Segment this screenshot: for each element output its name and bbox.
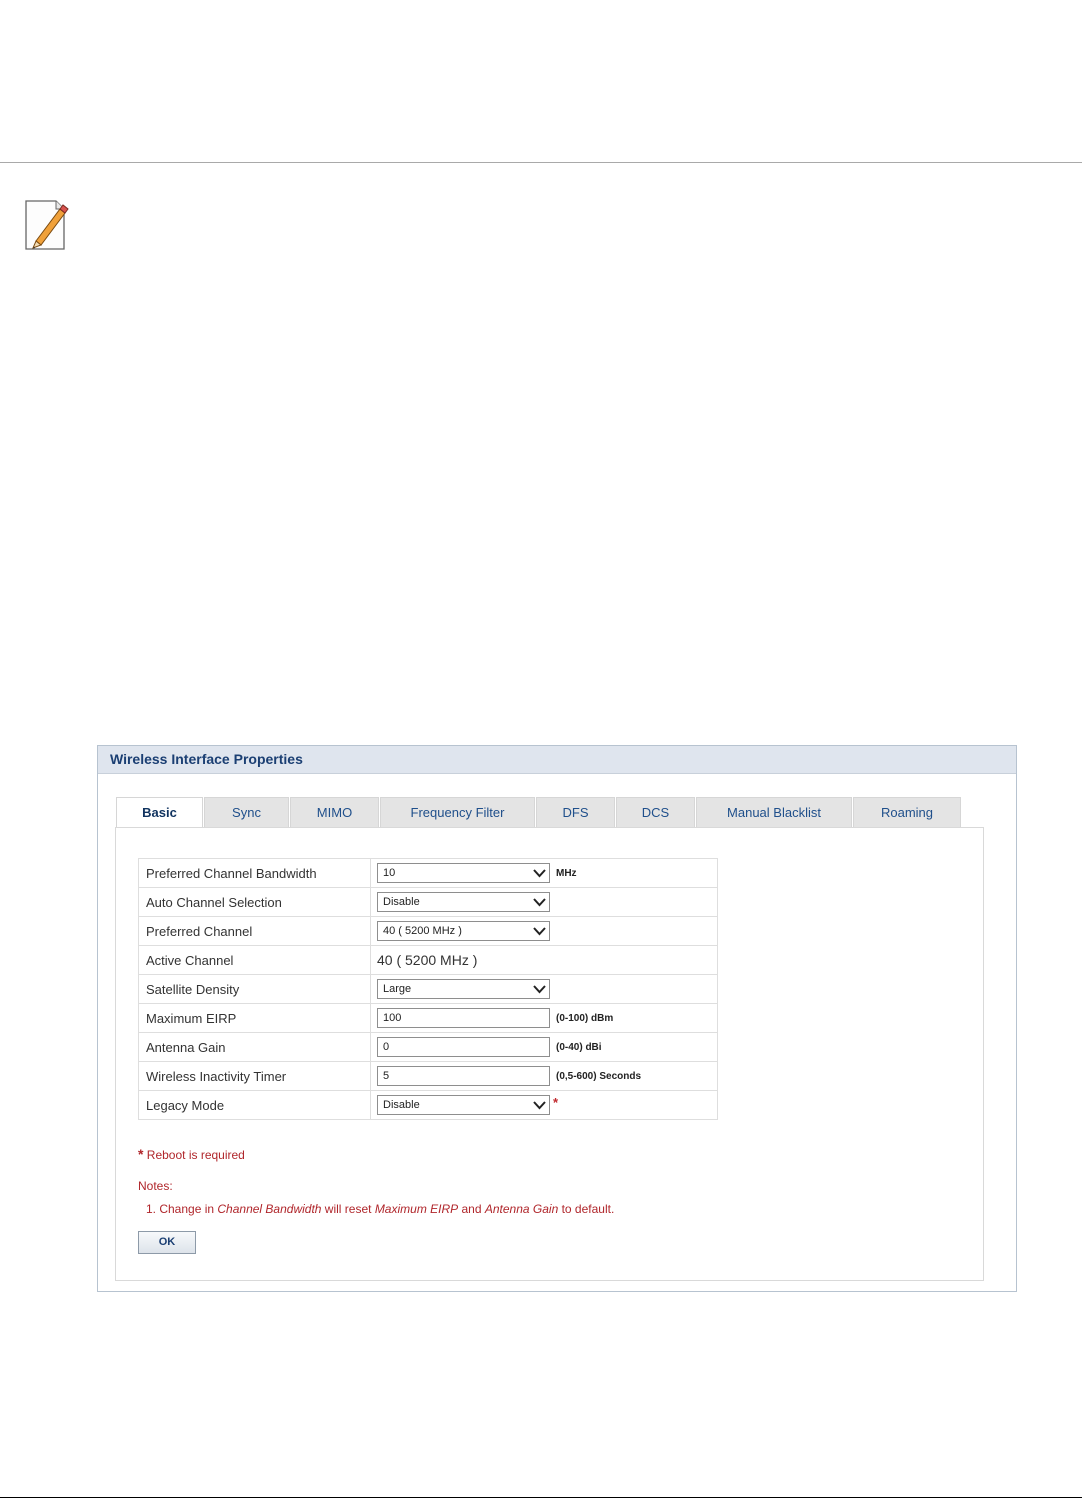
reboot-note bbox=[138, 1146, 245, 1162]
satellite-density-label: Satellite Density bbox=[139, 975, 371, 1004]
bandwidth-unit: MHz bbox=[556, 867, 577, 879]
max-eirp-unit: (0-100) dBm bbox=[556, 1012, 614, 1024]
row-auto-channel bbox=[139, 888, 718, 917]
chevron-down-icon bbox=[533, 1100, 546, 1110]
auto-channel-select[interactable] bbox=[377, 892, 550, 912]
bandwidth-select[interactable] bbox=[377, 863, 550, 883]
tab-dfs[interactable]: DFS bbox=[536, 797, 615, 827]
reboot-text: Reboot is required bbox=[146, 1148, 245, 1162]
row-legacy-mode bbox=[139, 1091, 718, 1120]
tab-frequency-filter[interactable]: Frequency Filter bbox=[380, 797, 535, 827]
notes-item-1 bbox=[146, 1202, 614, 1216]
row-satellite-density bbox=[139, 975, 718, 1004]
satellite-density-select[interactable] bbox=[377, 979, 550, 999]
note-pencil-icon bbox=[22, 195, 70, 253]
basic-tab-content bbox=[115, 827, 984, 1281]
preferred-channel-label: Preferred Channel bbox=[139, 917, 371, 946]
tab-dcs[interactable]: DCS bbox=[616, 797, 695, 827]
legacy-mode-label: Legacy Mode bbox=[139, 1091, 371, 1120]
reboot-required-marker: * bbox=[553, 1095, 559, 1110]
chevron-down-icon bbox=[533, 897, 546, 907]
notes-term: Channel Bandwidth bbox=[217, 1202, 322, 1216]
auto-channel-select-value: Disable bbox=[383, 896, 420, 908]
properties-table bbox=[138, 858, 718, 1120]
antenna-gain-input[interactable]: 0 bbox=[377, 1037, 550, 1057]
chevron-down-icon bbox=[533, 984, 546, 994]
inactivity-timer-unit: (0,5-600) Seconds bbox=[556, 1070, 642, 1082]
bandwidth-label: Preferred Channel Bandwidth bbox=[139, 859, 371, 888]
notes-term: Antenna Gain bbox=[484, 1202, 559, 1216]
tab-bar bbox=[116, 797, 962, 828]
auto-channel-label: Auto Channel Selection bbox=[139, 888, 371, 917]
preferred-channel-select[interactable] bbox=[377, 921, 550, 941]
chevron-down-icon bbox=[533, 868, 546, 878]
ok-button[interactable]: OK bbox=[138, 1231, 196, 1254]
row-inactivity-timer bbox=[139, 1062, 718, 1091]
inactivity-timer-label: Wireless Inactivity Timer bbox=[139, 1062, 371, 1091]
notes-term: Maximum EIRP bbox=[374, 1202, 459, 1216]
tab-roaming[interactable]: Roaming bbox=[853, 797, 961, 827]
row-active-channel bbox=[139, 946, 718, 975]
row-preferred-channel bbox=[139, 917, 718, 946]
inactivity-timer-input[interactable]: 5 bbox=[377, 1066, 550, 1086]
max-eirp-input[interactable]: 100 bbox=[377, 1008, 550, 1028]
notes-text: 1. Change in bbox=[146, 1202, 218, 1216]
tab-mimo[interactable]: MIMO bbox=[290, 797, 379, 827]
panel-title: Wireless Interface Properties bbox=[98, 746, 1016, 774]
satellite-density-select-value: Large bbox=[383, 983, 412, 995]
tab-sync[interactable]: Sync bbox=[204, 797, 289, 827]
antenna-gain-unit: (0-40) dBi bbox=[556, 1041, 602, 1053]
notes-text: to default. bbox=[558, 1202, 615, 1216]
tab-basic[interactable]: Basic bbox=[116, 797, 203, 828]
tab-manual-blacklist[interactable]: Manual Blacklist bbox=[696, 797, 852, 827]
row-max-eirp bbox=[139, 1004, 718, 1033]
row-bandwidth bbox=[139, 859, 718, 888]
preferred-channel-select-value: 40 ( 5200 MHz ) bbox=[383, 925, 462, 937]
legacy-mode-select-value: Disable bbox=[383, 1099, 420, 1111]
notes-text: and bbox=[458, 1202, 485, 1216]
chevron-down-icon bbox=[533, 926, 546, 936]
reboot-star: * bbox=[138, 1146, 144, 1162]
row-antenna-gain bbox=[139, 1033, 718, 1062]
active-channel-value: 40 ( 5200 MHz ) bbox=[377, 952, 478, 968]
footer-divider bbox=[0, 1497, 1082, 1498]
antenna-gain-label: Antenna Gain bbox=[139, 1033, 371, 1062]
wireless-interface-properties-panel bbox=[97, 745, 1017, 1292]
notes-title: Notes: bbox=[138, 1179, 173, 1193]
legacy-mode-select[interactable] bbox=[377, 1095, 550, 1115]
active-channel-label: Active Channel bbox=[139, 946, 371, 975]
bandwidth-select-value: 10 bbox=[383, 867, 396, 879]
max-eirp-label: Maximum EIRP bbox=[139, 1004, 371, 1033]
notes-text: will reset bbox=[321, 1202, 375, 1216]
header-divider bbox=[0, 162, 1082, 163]
